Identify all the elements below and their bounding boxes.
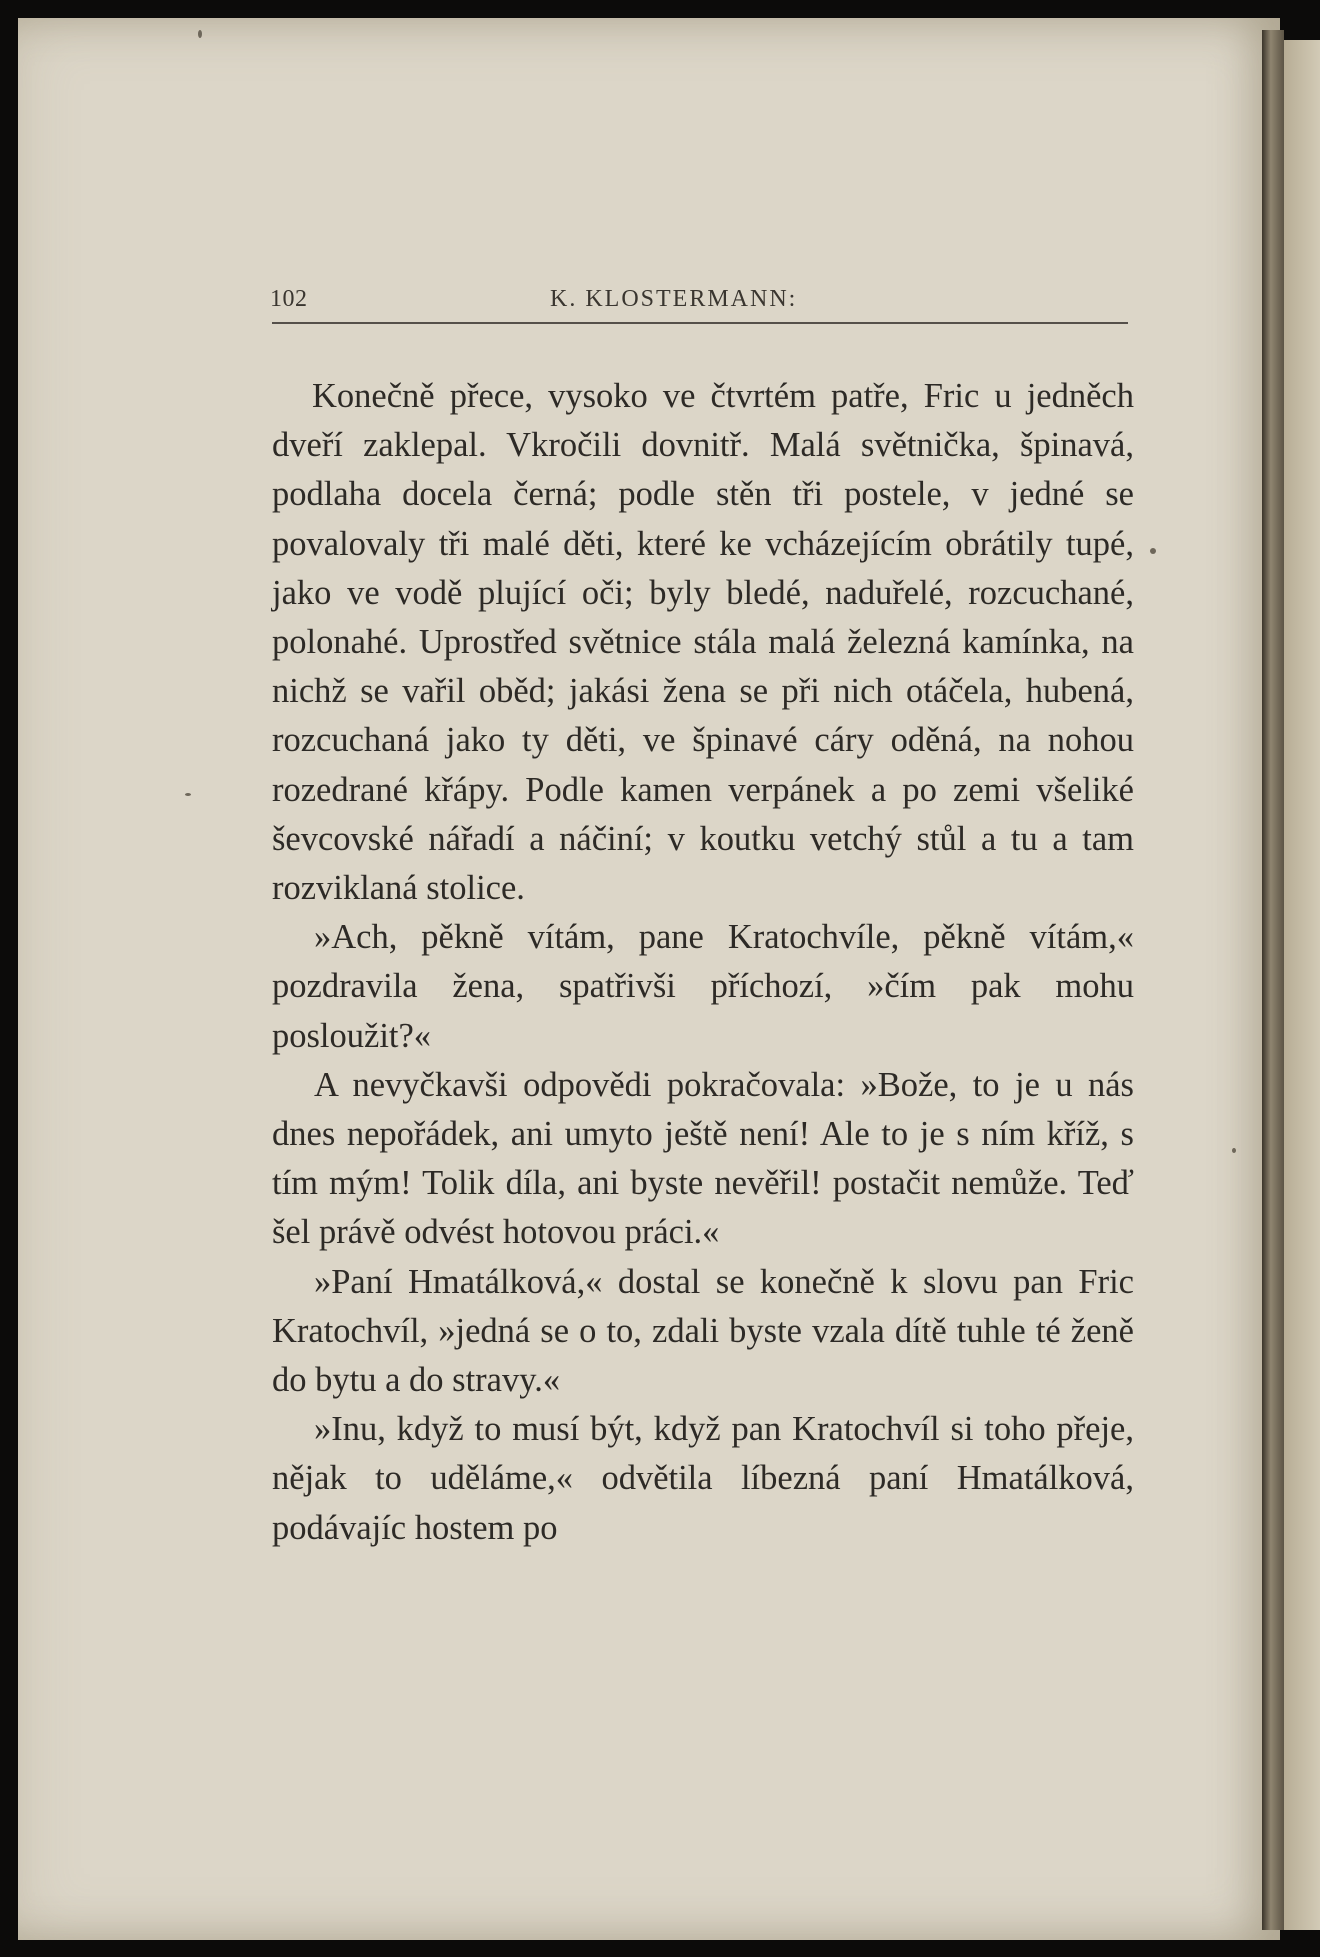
header-rule: [272, 322, 1128, 324]
paragraph: »Paní Hmatálková,« dostal se konečně k slovu pan Fric Kratochvíl, »jedná se o to, zdali byste vzala dítě tuhle té ženě do bytu a do stravy.«: [272, 1262, 1134, 1400]
paper-speck: [198, 30, 202, 38]
body-text: [272, 372, 1134, 1553]
paragraph: »Inu, když to musí být, když pan Kratochvíl si toho přeje, nějak to uděláme,« odvětila líbezná paní Hmatálková, podávajíc hostem po: [272, 1410, 1134, 1547]
paragraph: Konečně přece, vysoko ve čtvrtém patře, Fric u jedněch dveří zaklepal. Vkročili dovnitř. Malá světnička, špinavá, podlaha docela černá; podle stěn tři postele, v jedné se povalovaly tři malé děti, které ke vcházejícím obrátily tupé, jako ve vodě plující oči; byly bledé, naduřelé, rozcuchané, polonahé. Uprostřed světnice stála malá železná kamínka, na nichž se vařil oběd; jakási žena se při nich otáčela, hubená, rozcuchaná jako ty děti, ve špinavé cáry oděná, na nohou rozedrané křápy. Podle kamen verpánek a po zemi všeliké ševcovské nářadí a náčiní; v koutku vetchý stůl a tu a tam rozviklaná stolice.: [272, 377, 1134, 908]
paper-speck: [185, 793, 191, 796]
book-gutter: [1262, 30, 1284, 1930]
page-number: 102: [270, 286, 308, 312]
paragraph: »Ach, pěkně vítám, pane Kratochvíle, pěkně vítám,« pozdravila žena, spatřivši příchozí, »čím pak mohu posloužit?«: [272, 918, 1134, 1055]
paragraph: A nevyčkavši odpovědi pokračovala: »Bože, to je u nás dnes nepořádek, ani umyto ještě není! Ale to je s ním kříž, s tím mým! Tolik díla, ani byste nevěřil! postačit nemůže. Teď šel právě odvést hotovou práci.«: [272, 1065, 1134, 1252]
paper-speck: [1150, 548, 1156, 554]
page-header: [270, 286, 1130, 318]
facing-page-edge: [1284, 40, 1320, 1930]
paper-speck: [1232, 1148, 1236, 1153]
running-head: K. KLOSTERMANN:: [550, 286, 798, 312]
